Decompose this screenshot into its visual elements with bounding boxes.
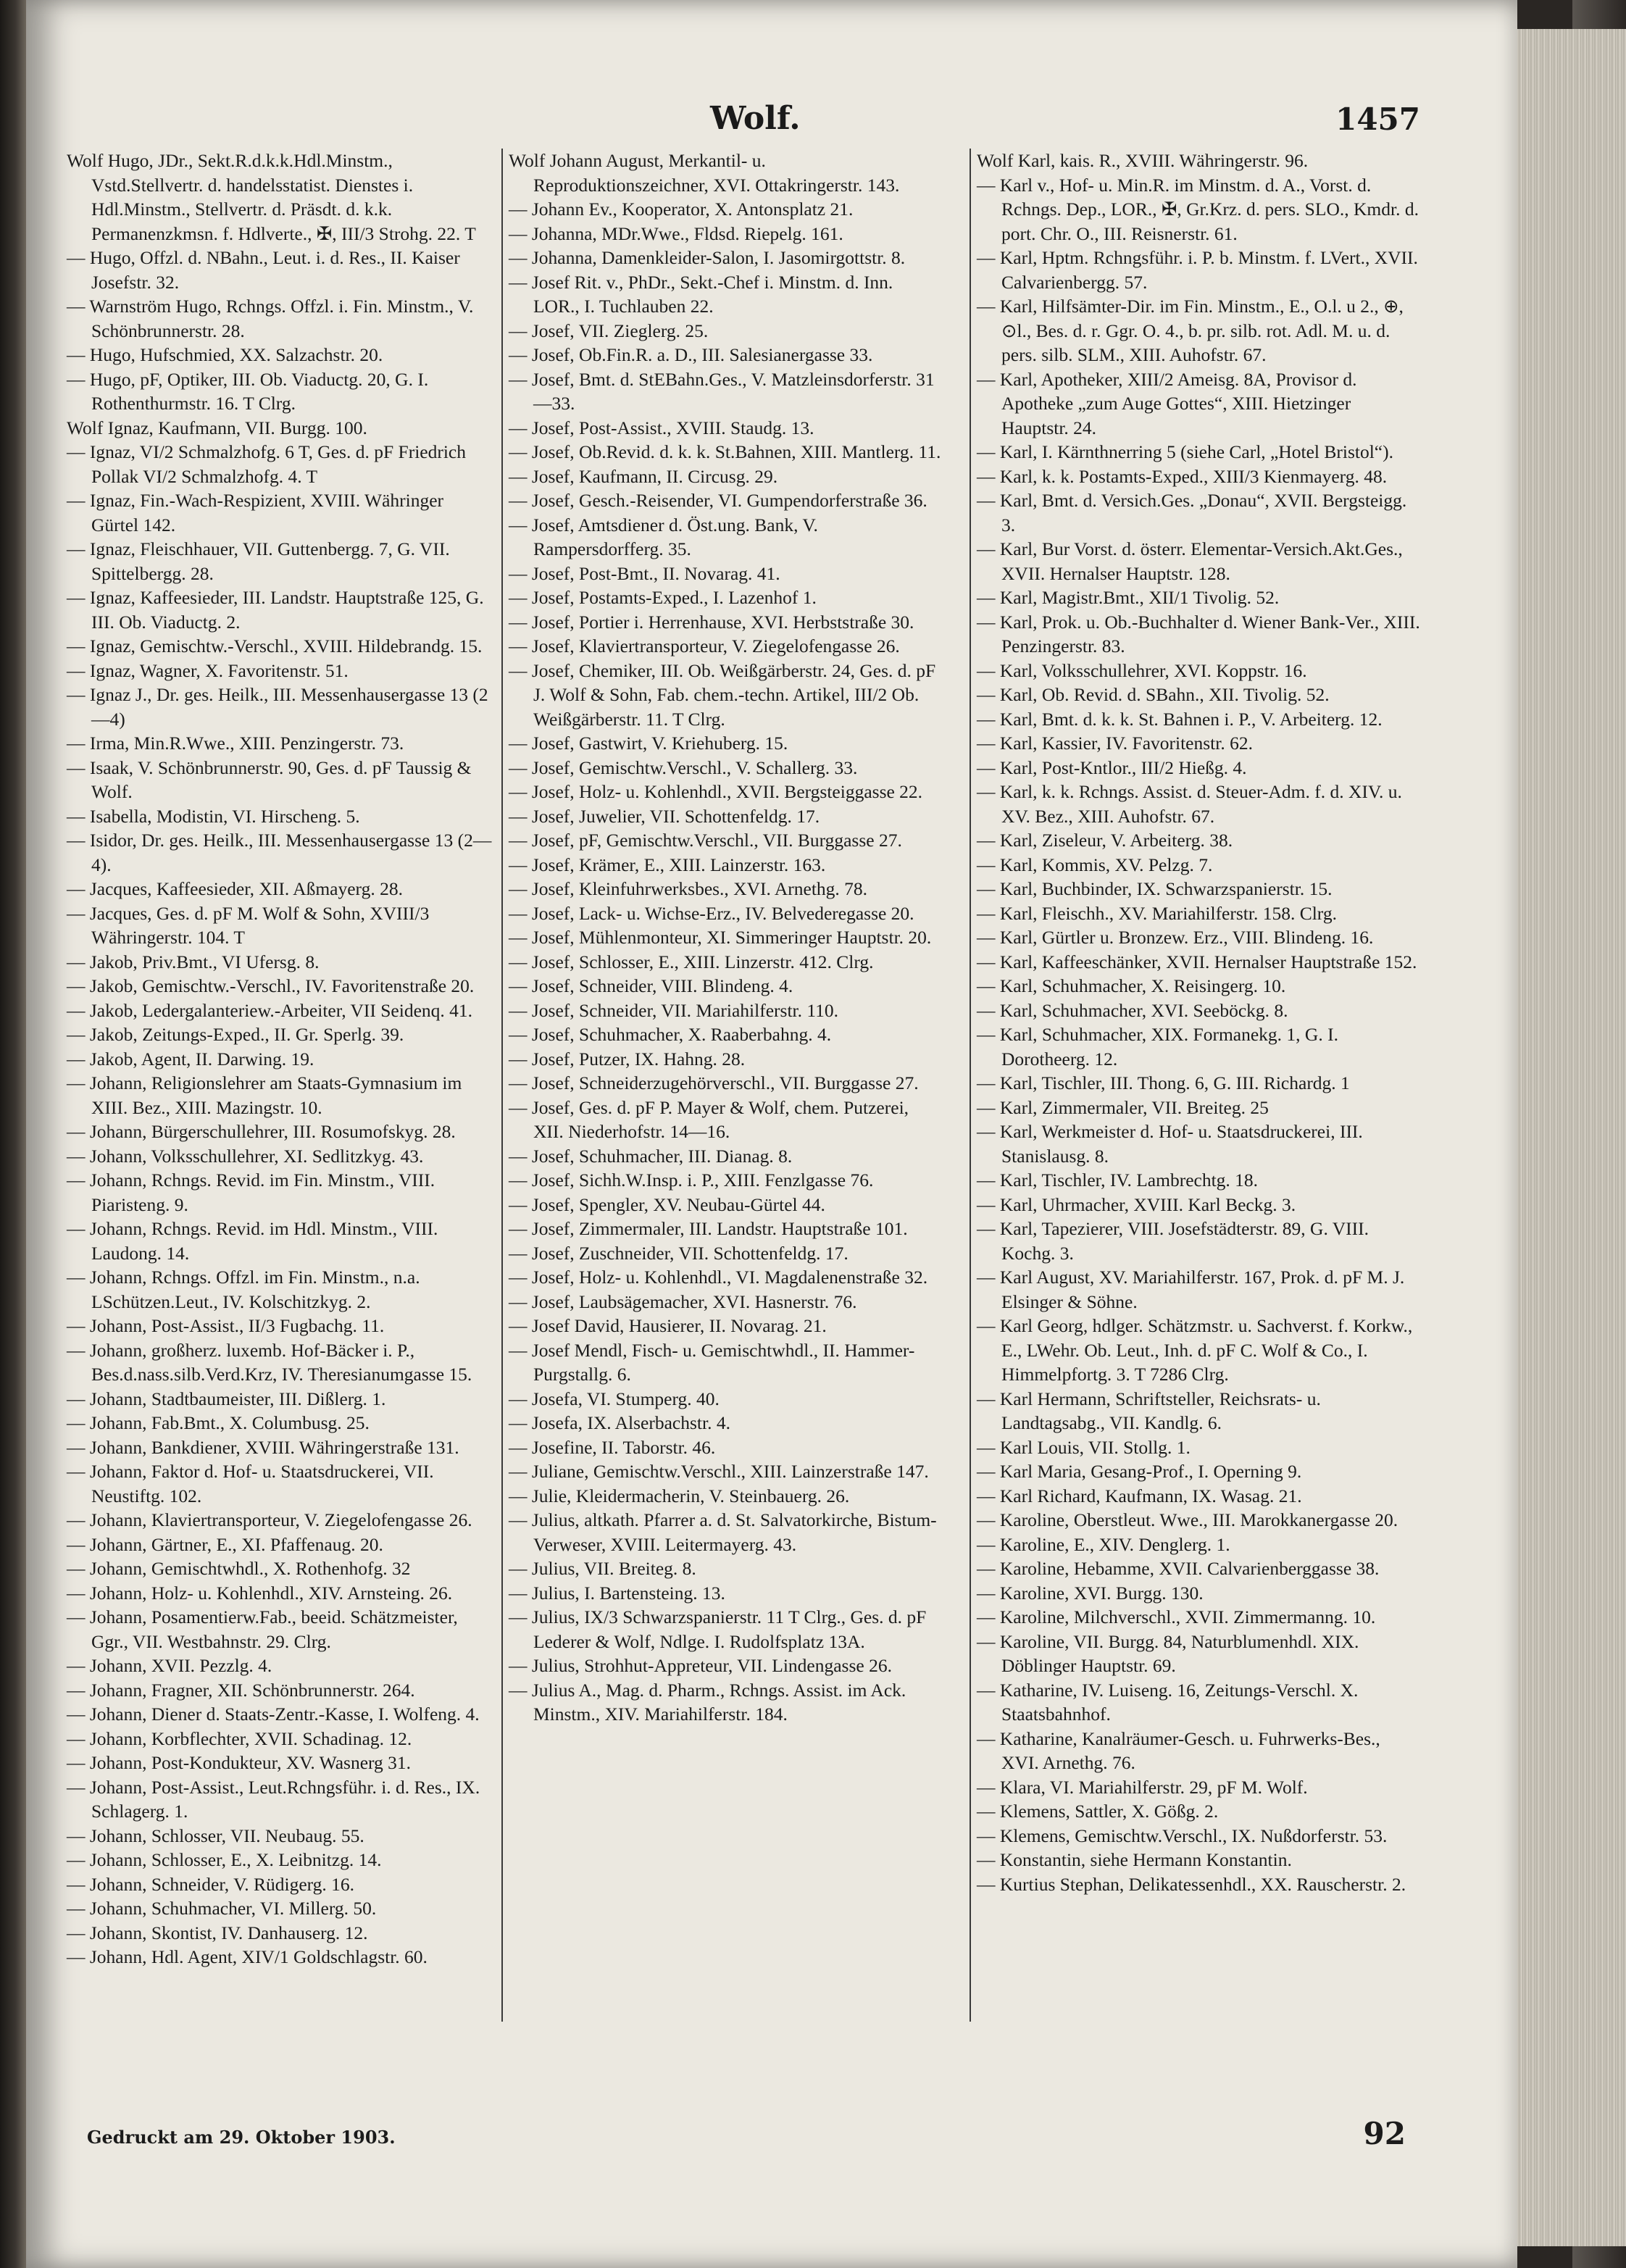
directory-entry: — Josef, Ges. d. pF P. Mayer & Wolf, chem. Putzerei, XII. Niederhofstr. 14—16. (509, 1096, 909, 1142)
directory-entry: — Johann, Korbflechter, XVII. Schadinag. 12. (67, 1727, 412, 1749)
directory-entry: — Johann, Post-Assist., II/3 Fugbachg. 11. (67, 1315, 385, 1336)
directory-entry: — Johann, Rchngs. Revid. im Fin. Minstm., VIII. Piaristeng. 9. (67, 1170, 435, 1215)
directory-entry: — Ignaz J., Dr. ges. Heilk., III. Messenhausergasse 13 (2—4) (67, 684, 488, 730)
directory-entry: — Karl, Kassier, IV. Favoritenstr. 62. (977, 733, 1253, 754)
directory-entry: — Josefa, IX. Alserbachstr. 4. (509, 1412, 730, 1433)
directory-entry: — Johann, Skontist, IV. Danhauserg. 12. (67, 1922, 368, 1943)
directory-entry: — Johann, Fragner, XII. Schönbrunnerstr. 264. (67, 1679, 415, 1701)
directory-entry: — Ignaz, Fleischhauer, VII. Guttenbergg. 7, G. VII. Spittelbergg. 28. (67, 538, 450, 584)
directory-entry: — Johann, Faktor d. Hof- u. Staatsdruckerei, VII. Neustiftg. 102. (67, 1461, 434, 1506)
directory-entry: — Josef, Holz- u. Kohlenhdl., VI. Magdalenenstraße 32. (509, 1267, 928, 1288)
directory-entry: — Johann, XVII. Pezzlg. 4. (67, 1655, 272, 1676)
directory-entry: — Josef, VII. Zieglerg. 25. (509, 320, 709, 341)
directory-entry: — Jakob, Gemischtw.-Verschl., IV. Favoritenstraße 20. (67, 975, 475, 996)
directory-entry: — Karl, Volksschullehrer, XVI. Koppstr. 16. (977, 659, 1307, 681)
directory-entry: — Josef, Schuhmacher, III. Dianag. 8. (509, 1145, 793, 1167)
directory-entry: — Josef, Schneider, VII. Mariahilferstr. 110. (509, 999, 839, 1021)
directory-entry: — Klara, VI. Mariahilferstr. 29, pF M. Wolf. (977, 1776, 1308, 1798)
directory-entry: — Karl, Magistr.Bmt., XII/1 Tivolig. 52. (977, 587, 1280, 608)
directory-entry: — Johann, Schneider, V. Rüdigerg. 16. (67, 1873, 355, 1895)
directory-entry: — Johann, Posamentierw.Fab., beeid. Schätzmeister, Ggr., VII. Westbahnstr. 29. Clrg. (67, 1606, 458, 1652)
directory-entry: — Klemens, Gemischtw.Verschl., IX. Nußdorferstr. 53. (977, 1825, 1388, 1846)
directory-entry: — Josef, Lack- u. Wichse-Erz., IV. Belvederegasse 20. (509, 902, 914, 924)
directory-entry: — Josef, Spengler, XV. Neubau-Gürtel 44. (509, 1193, 825, 1215)
directory-entry: — Kurtius Stephan, Delikatessenhdl., XX. Rauscherstr. 2. (977, 1873, 1406, 1895)
directory-entry: — Karl, Bur Vorst. d. österr. Elementar-Versich.Akt.Ges., XVII. Hernalser Hauptstr. 128. (977, 538, 1403, 584)
directory-entry: — Johann, Schlosser, E., X. Leibnitzg. 14. (67, 1849, 382, 1870)
directory-entry: — Karl, Tapezierer, VIII. Josefstädterstr. 89, G. VIII. Kochg. 3. (977, 1218, 1369, 1264)
directory-entry: — Karl v., Hof- u. Min.R. im Minstm. d. A., Vorst. d. Rchngs. Dep., LOR., ✠, Gr.Krz. d. pers. SLO., Kmdr. d. port. Chr. O., III. Reisnerstr. 61. (977, 174, 1419, 244)
directory-entry: — Josef, Putzer, IX. Hahng. 28. (509, 1048, 746, 1070)
directory-entry: — Josef, Zimmermaler, III. Landstr. Hauptstraße 101. (509, 1218, 908, 1239)
column-divider-2 (970, 149, 971, 2022)
directory-entry: — Karl, Ob. Revid. d. SBahn., XII. Tivolig. 52. (977, 684, 1330, 705)
directory-entry: — Karoline, Hebamme, XVII. Calvarienberggasse 38. (977, 1558, 1380, 1579)
directory-entry: Wolf Johann August, Merkantil- u. Reproduktionszeichner, XVI. Ottakringerstr. 143. (509, 150, 900, 196)
directory-entry: — Hugo, pF, Optiker, III. Ob. Viaductg. 20, G. I. Rothenthurmstr. 16. T Clrg. (67, 368, 429, 414)
directory-entry: — Josef, Juwelier, VII. Schottenfeldg. 17. (509, 805, 820, 827)
directory-entry: — Johann, Schlosser, VII. Neubaug. 55. (67, 1825, 364, 1846)
directory-entry: — Johann, Schuhmacher, VI. Millerg. 50. (67, 1898, 377, 1919)
directory-entry: — Josef, Ob.Fin.R. a. D., III. Salesianergasse 33. (509, 344, 873, 365)
directory-entry: — Josef, Portier i. Herrenhause, XVI. Herbststraße 30. (509, 611, 914, 633)
directory-entry: — Johann, Klaviertransporteur, V. Ziegelofengasse 26. (67, 1509, 472, 1530)
directory-entry: — Johann Ev., Kooperator, X. Antonsplatz 21. (509, 199, 854, 220)
directory-entry: — Karl, Bmt. d. Versich.Ges. „Donau“, XVII. Bergsteigg. 3. (977, 490, 1407, 535)
directory-entry: — Josef, Amtsdiener d. Öst.ung. Bank, V. Rampersdorfferg. 35. (509, 514, 818, 559)
directory-entry: — Johann, Volksschullehrer, XI. Sedlitzkyg. 43. (67, 1145, 424, 1167)
directory-entry: — Josef, Bmt. d. StEBahn.Ges., V. Matzleinsdorferstr. 31—33. (509, 368, 935, 414)
column-2 (509, 149, 943, 1727)
directory-entry: — Johann, Bürgerschullehrer, III. Rosumofskyg. 28. (67, 1121, 456, 1142)
directory-entry: — Karl, Tischler, IV. Lambrechtg. 18. (977, 1170, 1259, 1191)
directory-entry: — Johann, großherz. luxemb. Hof-Bäcker i. P., Bes.d.nass.silb.Verd.Krz, IV. Theresianumgasse 15. (67, 1339, 472, 1385)
directory-entry: — Johann, Gemischtwhdl., X. Rothenhofg. 32 (67, 1558, 411, 1579)
directory-entry: — Johann, Fab.Bmt., X. Columbusg. 25. (67, 1412, 370, 1433)
directory-entry: — Josef, Laubsägemacher, XVI. Hasnerstr. 76. (509, 1291, 857, 1312)
directory-entry: — Isidor, Dr. ges. Heilk., III. Messenhausergasse 13 (2—4). (67, 830, 492, 875)
directory-entry: Wolf Hugo, JDr., Sekt.R.d.k.k.Hdl.Minstm., Vstd.Stellvertr. d. handelsstatist. Dienstes i. Hdl.Minstm., Stellvertr. d. Präsdt. d. k.k. Permanenzkmsn. f. Hdlverte., ✠, III/3 Strohg. 22. T (67, 150, 476, 244)
directory-entry: — Konstantin, siehe Hermann Konstantin. (977, 1849, 1292, 1870)
directory-entry: — Josef, Post-Bmt., II. Novarag. 41. (509, 562, 780, 584)
directory-entry: — Johann, Rchngs. Offzl. im Fin. Minstm., n.a. LSchützen.Leut., IV. Kolschitzkyg. 2. (67, 1267, 420, 1312)
directory-entry: — Josef David, Hausierer, II. Novarag. 21. (509, 1315, 827, 1336)
directory-entry: — Josef, Schneider, VIII. Blindeng. 4. (509, 975, 793, 996)
directory-entry: — Karl Maria, Gesang-Prof., I. Operning 9. (977, 1461, 1302, 1482)
directory-entry: — Karl, Buchbinder, IX. Schwarzspanierstr. 15. (977, 878, 1333, 899)
directory-entry: — Isaak, V. Schönbrunnerstr. 90, Ges. d. pF Taussig & Wolf. (67, 756, 472, 802)
directory-entry: — Karl, Werkmeister d. Hof- u. Staatsdruckerei, III. Stanislausg. 8. (977, 1121, 1363, 1167)
directory-entry: — Karl, k. k. Rchngs. Assist. d. Steuer-Adm. f. d. XIV. u. XV. Bez., XIII. Auhofstr. 67. (977, 781, 1402, 827)
directory-entry: — Karoline, XVI. Burgg. 130. (977, 1582, 1204, 1604)
column-3 (977, 149, 1420, 1896)
directory-entry: — Josef, Gesch.-Reisender, VI. Gumpendorferstraße 36. (509, 490, 927, 511)
directory-entry: — Josef, Zuschneider, VII. Schottenfeldg. 17. (509, 1242, 849, 1264)
directory-entry: — Karl, Fleischh., XV. Mariahilferstr. 158. Clrg. (977, 902, 1337, 924)
directory-entry: — Karl, Schuhmacher, XIX. Formanekg. 1, G. I. Dorotheerg. 12. (977, 1024, 1338, 1070)
directory-entry: — Karoline, Milchverschl., XVII. Zimmermanng. 10. (977, 1606, 1376, 1627)
directory-entry: — Josef, pF, Gemischtw.Verschl., VII. Burggasse 27. (509, 830, 902, 851)
directory-entry: — Katharine, Kanalräumer-Gesch. u. Fuhrwerks-Bes., XVI. Arnethg. 76. (977, 1727, 1380, 1773)
directory-entry: — Karl, Schuhmacher, X. Reisingerg. 10. (977, 975, 1286, 996)
directory-entry: — Johann, Religionslehrer am Staats-Gymnasium im XIII. Bez., XIII. Mazingstr. 10. (67, 1072, 462, 1118)
directory-entry: — Josef, Klaviertransporteur, V. Ziegelofengasse 26. (509, 635, 900, 656)
directory-entry: — Karoline, E., XIV. Denglerg. 1. (977, 1533, 1230, 1555)
directory-entry: — Josef Rit. v., PhDr., Sekt.-Chef i. Minstm. d. Inn. LOR., I. Tuchlauben 22. (509, 271, 893, 317)
directory-entry: — Jakob, Zeitungs-Exped., II. Gr. Sperlg. 39. (67, 1024, 404, 1045)
directory-entry: — Klemens, Sattler, X. Gößg. 2. (977, 1801, 1219, 1822)
directory-entry: — Johann, Hdl. Agent, XIV/1 Goldschlagstr. 60. (67, 1946, 428, 1967)
directory-entry: — Johann, Post-Assist., Leut.Rchngsführ. i. d. Res., IX. Schlagerg. 1. (67, 1776, 480, 1822)
directory-entry: — Julie, Kleidermacherin, V. Steinbauerg. 26. (509, 1485, 850, 1506)
directory-entry: — Karl, Gürtler u. Bronzew. Erz., VIII. Blindeng. 16. (977, 927, 1374, 948)
directory-entry: — Karl Louis, VII. Stollg. 1. (977, 1436, 1191, 1458)
directory-entry: — Karl, Post-Kntlor., III/2 Hießg. 4. (977, 756, 1247, 778)
directory-entry: — Josef Mendl, Fisch- u. Gemischtwhdl., II. Hammer-Purgstallg. 6. (509, 1339, 915, 1385)
directory-entry: — Josefa, VI. Stumperg. 40. (509, 1388, 720, 1409)
directory-entry: — Karl, I. Kärnthnerring 5 (siehe Carl, „Hotel Bristol“). (977, 441, 1393, 462)
directory-entry: — Josef, Schlosser, E., XIII. Linzerstr. 412. Clrg. (509, 951, 874, 972)
directory-entry: — Karl August, XV. Mariahilferstr. 167, Prok. d. pF M. J. Elsinger & Söhne. (977, 1267, 1405, 1312)
page-title: Wolf. (710, 100, 801, 137)
directory-entry: — Josef, Schuhmacher, X. Raaberbahng. 4. (509, 1024, 832, 1045)
directory-entry: — Johann, Holz- u. Kohlenhdl., XIV. Arnsteing. 26. (67, 1582, 453, 1604)
directory-entry: — Johanna, MDr.Wwe., Fldsd. Riepelg. 161. (509, 222, 843, 244)
column-divider-1 (501, 149, 503, 2022)
directory-entry: — Ignaz, Kaffeesieder, III. Landstr. Hauptstraße 125, G. III. Ob. Viaductg. 2. (67, 587, 484, 633)
directory-entry: — Karoline, VII. Burgg. 84, Naturblumenhdl. XIX. Döblinger Hauptstr. 69. (977, 1630, 1359, 1676)
column-1 (67, 149, 494, 1969)
directory-entry: — Karl Hermann, Schriftsteller, Reichsrats- u. Landtagsabg., VII. Kandlg. 6. (977, 1388, 1321, 1433)
directory-entry: — Josef, Krämer, E., XIII. Lainzerstr. 163. (509, 854, 826, 875)
directory-entry: — Josef, Gemischtw.Verschl., V. Schallerg. 33. (509, 756, 858, 778)
directory-entry: — Katharine, IV. Luiseng. 16, Zeitungs-Verschl. X. Staatsbahnhof. (977, 1679, 1359, 1725)
page-number: 1457 (1335, 101, 1420, 137)
directory-entry: — Warnström Hugo, Rchngs. Offzl. i. Fin. Minstm., V. Schönbrunnerstr. 28. (67, 296, 474, 341)
directory-entry: — Ignaz, Wagner, X. Favoritenstr. 51. (67, 659, 349, 681)
directory-entry: — Jakob, Ledergalanteriew.-Arbeiter, VII Seidenq. 41. (67, 999, 473, 1021)
directory-entry: — Karl, Uhrmacher, XVIII. Karl Beckg. 3. (977, 1193, 1296, 1215)
directory-entry: — Karl, Tischler, III. Thong. 6, G. III. Richardg. 1 (977, 1072, 1350, 1093)
directory-entry: — Josef, Holz- u. Kohlenhdl., XVII. Bergsteiggasse 22. (509, 781, 923, 802)
directory-entry: — Josef, Kleinfuhrwerksbes., XVI. Arnethg. 78. (509, 878, 868, 899)
directory-entry: — Hugo, Offzl. d. NBahn., Leut. i. d. Res., II. Kaiser Josefstr. 32. (67, 247, 460, 293)
directory-entry: — Karl, Bmt. d. k. k. St. Bahnen i. P., V. Arbeiterg. 12. (977, 708, 1383, 730)
directory-entry: — Johann, Bankdiener, XVIII. Währingerstraße 131. (67, 1436, 459, 1458)
directory-entry: — Karl Georg, hdlger. Schätzmstr. u. Sachverst. f. Korkw., E., LWehr. Ob. Leut., Inh. d. pF C. Wolf & Co., I. Himmelpfortg. 3. T 7286 Clrg. (977, 1315, 1413, 1385)
directory-entry: — Josef, Postamts-Exped., I. Lazenhof 1. (509, 587, 817, 608)
directory-entry: — Josef, Ob.Revid. d. k. k. St.Bahnen, XIII. Mantlerg. 11. (509, 441, 941, 462)
directory-entry: — Johann, Diener d. Staats-Zentr.-Kasse, I. Wolfeng. 4. (67, 1704, 480, 1725)
book-binding (0, 0, 26, 2268)
directory-entry: — Karl, k. k. Postamts-Exped., XIII/3 Kienmayerg. 48. (977, 465, 1388, 487)
directory-entry: — Julius, I. Bartensteing. 13. (509, 1582, 725, 1604)
directory-entry: — Julius, IX/3 Schwarzspanierstr. 11 T Clrg., Ges. d. pF Lederer & Wolf, Ndlge. I. Rudolfsplatz 13A. (509, 1606, 927, 1652)
directory-entry: — Ignaz, Fin.-Wach-Respizient, XVIII. Währinger Gürtel 142. (67, 490, 444, 535)
directory-entry: — Karl, Zimmermaler, VII. Breiteg. 25 (977, 1096, 1269, 1118)
directory-entry: — Karl, Kaffeeschänker, XVII. Hernalser Hauptstraße 152. (977, 951, 1417, 972)
directory-entry: — Josef, Sichh.W.Insp. i. P., XIII. Fenzlgasse 76. (509, 1170, 874, 1191)
directory-entry: — Josef, Mühlenmonteur, XI. Simmeringer Hauptstr. 20. (509, 927, 932, 948)
directory-entry: — Karl, Apotheker, XIII/2 Ameisg. 8A, Provisor d. Apotheke „zum Auge Gottes“, XIII. Hietzinger Hauptstr. 24. (977, 368, 1357, 438)
directory-entry: — Josef, Gastwirt, V. Kriehuberg. 15. (509, 733, 788, 754)
directory-entry: — Hugo, Hufschmied, XX. Salzachstr. 20. (67, 344, 383, 365)
directory-entry: — Irma, Min.R.Wwe., XIII. Penzingerstr. 73. (67, 733, 404, 754)
directory-entry: — Karl, Hilfsämter-Dir. im Fin. Minstm., E., O.l. u 2., ⊕, ⊙l., Bes. d. r. Ggr. O. 4., b. pr. silb. rot. Adl. M. u. d. pers. silb. SLM., XIII. Auhofstr. 67. (977, 296, 1404, 365)
directory-entry: — Julius A., Mag. d. Pharm., Rchngs. Assist. im Ack. Minstm., XIV. Mariahilferstr. 184. (509, 1679, 906, 1725)
directory-entry: — Isabella, Modistin, VI. Hirscheng. 5. (67, 805, 360, 827)
directory-entry: — Josef, Post-Assist., XVIII. Staudg. 13. (509, 417, 814, 438)
directory-entry: — Julius, altkath. Pfarrer a. d. St. Salvatorkirche, Bistum-Verweser, XVIII. Leitermayerg. 43. (509, 1509, 937, 1555)
directory-entry: — Jakob, Agent, II. Darwing. 19. (67, 1048, 314, 1070)
directory-entry: — Jacques, Ges. d. pF M. Wolf & Sohn, XVIII/3 Währingerstr. 104. T (67, 902, 430, 948)
directory-entry: Wolf Karl, kais. R., XVIII. Währingerstr. 96. (977, 150, 1309, 171)
directory-entry: — Josefine, II. Taborstr. 46. (509, 1436, 716, 1458)
directory-entry: — Ignaz, VI/2 Schmalzhofg. 6 T, Ges. d. pF Friedrich Pollak VI/2 Schmalzhofg. 4. T (67, 441, 466, 487)
directory-entry: — Johann, Rchngs. Revid. im Hdl. Minstm., VIII. Laudong. 14. (67, 1218, 438, 1264)
directory-entry: — Josef, Kaufmann, II. Circusg. 29. (509, 465, 778, 487)
page-edges (1517, 29, 1626, 2246)
sheet-signature: 92 (1363, 2116, 1406, 2151)
directory-entry: — Karl, Hptm. Rchngsführ. i. P. b. Minstm. f. LVert., XVII. Calvarienbergg. 57. (977, 247, 1418, 293)
directory-entry: — Ignaz, Gemischtw.-Verschl., XVIII. Hildebrandg. 15. (67, 635, 483, 656)
directory-entry: — Julius, VII. Breiteg. 8. (509, 1558, 696, 1579)
directory-entry: — Johann, Gärtner, E., XI. Pfaffenaug. 20. (67, 1533, 383, 1555)
directory-entry: — Johanna, Damenkleider-Salon, I. Jasomirgottstr. 8. (509, 247, 906, 268)
directory-entry: — Julius, Strohhut-Appreteur, VII. Lindengasse 26. (509, 1655, 892, 1676)
directory-entry: — Karl, Schuhmacher, XVI. Seeböckg. 8. (977, 999, 1288, 1021)
directory-entry: — Jakob, Priv.Bmt., VI Ufersg. 8. (67, 951, 320, 972)
directory-entry: — Johann, Post-Kondukteur, XV. Wasnerg 31. (67, 1752, 412, 1773)
directory-entry: — Karl Richard, Kaufmann, IX. Wasag. 21. (977, 1485, 1302, 1506)
directory-entry: — Josef, Chemiker, III. Ob. Weißgärberstr. 24, Ges. d. pF J. Wolf & Sohn, Fab. chem.-techn. Artikel, III/2 Ob. Weißgärberstr. 11. T Clrg. (509, 659, 936, 730)
directory-entry: — Karl, Kommis, XV. Pelzg. 7. (977, 854, 1213, 875)
directory-entry: — Karl, Prok. u. Ob.-Buchhalter d. Wiener Bank-Ver., XIII. Penzingerstr. 83. (977, 611, 1420, 656)
print-date: Gedruckt am 29. Oktober 1903. (87, 2127, 396, 2148)
directory-entry: — Jacques, Kaffeesieder, XII. Aßmayerg. 28. (67, 878, 403, 899)
directory-entry: — Karl, Ziseleur, V. Arbeiterg. 38. (977, 830, 1233, 851)
directory-entry: — Karoline, Oberstleut. Wwe., III. Marokkanergasse 20. (977, 1509, 1398, 1530)
directory-entry: — Josef, Schneiderzugehörverschl., VII. Burggasse 27. (509, 1072, 919, 1093)
directory-entry: — Juliane, Gemischtw.Verschl., XIII. Lainzerstraße 147. (509, 1461, 929, 1482)
directory-entry: Wolf Ignaz, Kaufmann, VII. Burgg. 100. (67, 417, 367, 438)
directory-entry: — Johann, Stadtbaumeister, III. Dißlerg. 1. (67, 1388, 386, 1409)
